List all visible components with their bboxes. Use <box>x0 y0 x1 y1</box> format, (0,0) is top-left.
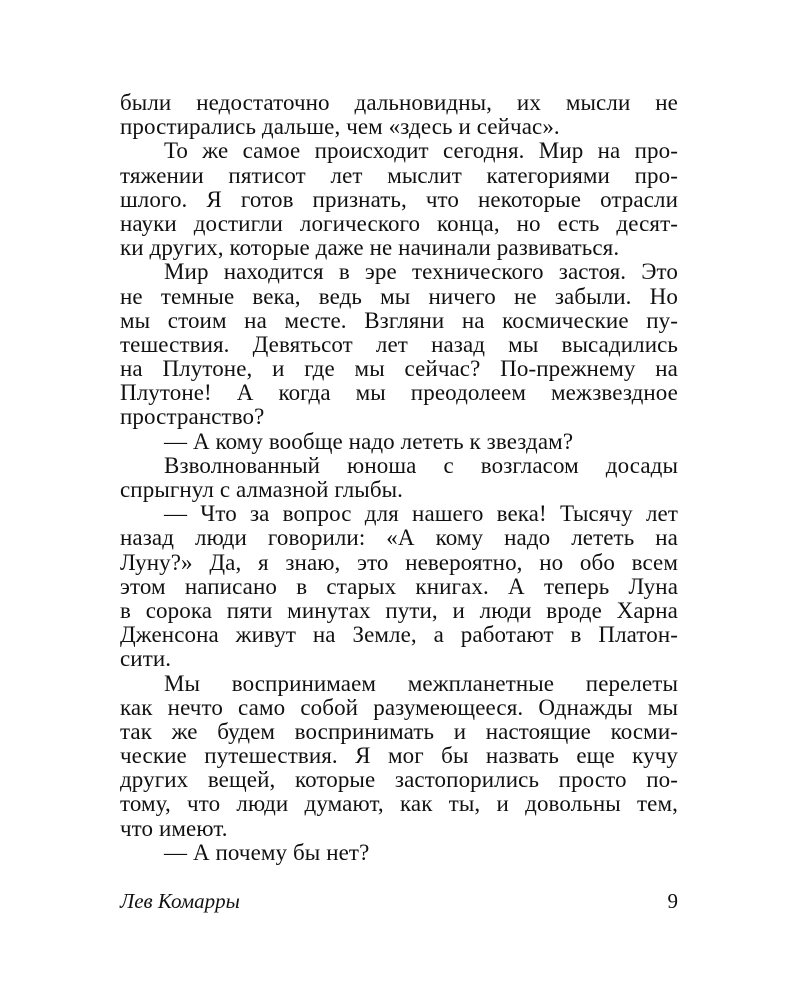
text-line: были недостаточно дальновидны, их мысли не <box>120 90 678 115</box>
text-line: как нечто само собой разумеющееся. Однажды мы <box>120 694 678 720</box>
text-line: назад люди говорили: «А кому надо лететь на <box>120 525 678 551</box>
running-footer-author: Лев Комарры <box>120 889 240 913</box>
text-line: других вещей, которые застопорились просто по- <box>120 767 678 793</box>
text-line: не темные века, ведь мы ничего не забыли. Но <box>120 283 678 309</box>
text-line: мы стоим на месте. Взгляни на космические пу- <box>120 307 678 333</box>
text-line: пространство? <box>120 404 265 430</box>
text-line: тешествия. Девятьсот лет назад мы высадились <box>120 331 678 357</box>
text-line: что имеют. <box>120 815 228 841</box>
text-line: так же будем воспринимать и настоящие косми- <box>120 718 678 744</box>
text-line: Плутоне! А когда мы преодолеем межзвездное <box>120 380 678 406</box>
text-line: Мы воспринимаем межпланетные перелеты <box>164 670 678 696</box>
text-line: То же самое происходит сегодня. Мир на про- <box>164 138 678 164</box>
text-line: сити. <box>120 646 172 672</box>
text-line: Луну?» Да, я знаю, это невероятно, но обо всем <box>120 549 678 575</box>
text-line: Взволнованный юноша с возгласом досады <box>164 452 678 478</box>
text-line: шлого. Я готов признать, что некоторые отрасли <box>120 186 678 212</box>
text-line: на Плутоне, и где мы сейчас? По-прежнему на <box>120 356 678 382</box>
page-number: 9 <box>667 889 678 913</box>
text-line: спрыгнул с алмазной глыбы. <box>120 477 404 502</box>
body-text <box>120 91 678 865</box>
text-line: ки других, которые даже не начинали развиваться. <box>120 235 620 261</box>
text-line: тому, что люди думают, как ты, и довольны тем, <box>120 791 678 817</box>
text-line: — Что за вопрос для нашего века! Тысячу лет <box>164 501 678 527</box>
text-line: — А почему бы нет? <box>164 839 370 865</box>
text-line: в сорока пяти минутах пути, и люди вроде Харна <box>120 597 678 623</box>
text-line: простирались дальше, чем «здесь и сейчас». <box>120 114 560 140</box>
text-line: — А кому вообще надо лететь к звездам? <box>164 428 574 454</box>
text-line: тяжении пятисот лет мыслит категориями про- <box>120 162 678 188</box>
text-line: этом написано в старых книгах. А теперь Луна <box>120 573 678 599</box>
text-line: Мир находится в эре технического застоя. Это <box>164 259 678 285</box>
page-footer <box>120 886 678 916</box>
text-line: ческие путешествия. Я мог бы назвать еще кучу <box>120 743 678 769</box>
text-line: науки достигли логического конца, но есть десят- <box>120 210 678 236</box>
text-line: Дженсона живут на Земле, а работают в Платон- <box>120 622 678 648</box>
